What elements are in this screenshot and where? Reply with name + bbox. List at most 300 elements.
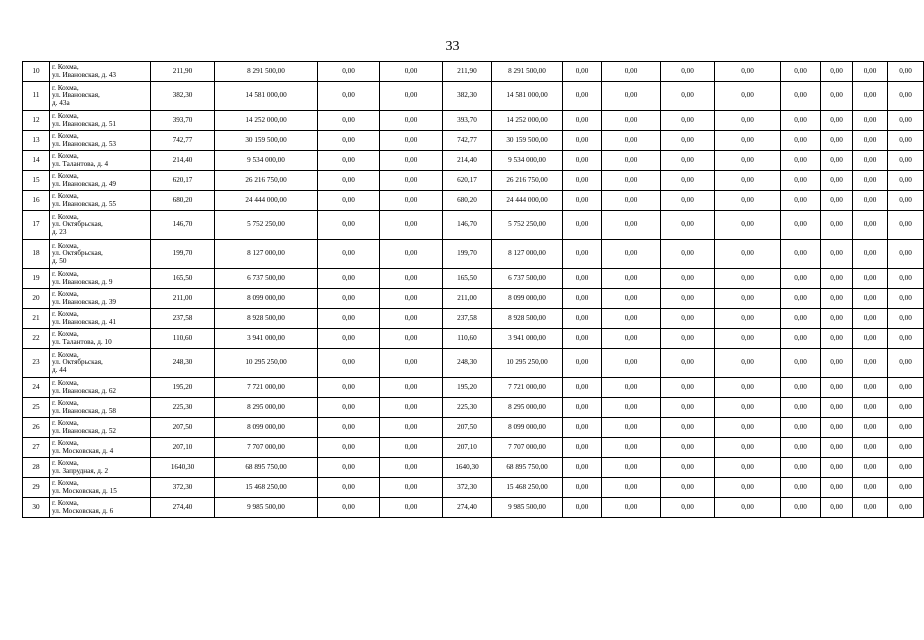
row-number-cell: 11	[23, 82, 50, 111]
zero-cell: 0,00	[602, 82, 661, 111]
zero-cell: 0,00	[888, 131, 924, 151]
zero-cell: 0,00	[602, 438, 661, 458]
row-number-cell: 30	[23, 498, 50, 518]
zero-cell: 0,00	[853, 458, 888, 478]
area-cell: 146,70	[443, 211, 492, 240]
zero-cell: 0,00	[602, 309, 661, 329]
zero-cell: 0,00	[318, 269, 380, 289]
address-line: ул. Ивановская, д. 9	[52, 277, 113, 286]
address-line: д. 43а	[52, 98, 70, 107]
zero-cell: 0,00	[563, 211, 602, 240]
zero-cell: 0,00	[821, 240, 853, 269]
zero-cell: 0,00	[318, 191, 380, 211]
address-cell	[50, 349, 151, 378]
zero-cell: 0,00	[380, 82, 443, 111]
zero-cell: 0,00	[821, 171, 853, 191]
address-line: д. 50	[52, 256, 67, 265]
zero-cell: 0,00	[602, 211, 661, 240]
address-line: ул. Октябрьская,	[52, 220, 103, 229]
address-line: ул. Ивановская, д. 52	[52, 426, 117, 435]
row-number-cell: 21	[23, 309, 50, 329]
zero-cell: 0,00	[318, 458, 380, 478]
sum-cell: 30 159 500,00	[215, 131, 318, 151]
sum-cell: 8 295 000,00	[492, 398, 563, 418]
sum-cell: 6 737 500,00	[215, 269, 318, 289]
zero-cell: 0,00	[602, 131, 661, 151]
zero-cell: 0,00	[781, 478, 821, 498]
zero-cell: 0,00	[781, 498, 821, 518]
area-cell: 372,30	[151, 478, 215, 498]
area-cell: 274,40	[151, 498, 215, 518]
zero-cell: 0,00	[715, 478, 781, 498]
address-line: г. Кохма,	[52, 498, 79, 507]
zero-cell: 0,00	[853, 151, 888, 171]
zero-cell: 0,00	[821, 498, 853, 518]
zero-cell: 0,00	[661, 398, 715, 418]
address-line: г. Кохма,	[52, 418, 79, 427]
area-cell: 207,50	[443, 418, 492, 438]
area-cell: 680,20	[151, 191, 215, 211]
address-line: г. Кохма,	[52, 212, 79, 221]
address-cell	[50, 171, 151, 191]
address-line: г. Кохма,	[52, 62, 79, 71]
zero-cell: 0,00	[563, 82, 602, 111]
zero-cell: 0,00	[888, 151, 924, 171]
sum-cell: 10 295 250,00	[492, 349, 563, 378]
zero-cell: 0,00	[821, 438, 853, 458]
zero-cell: 0,00	[602, 458, 661, 478]
area-cell: 237,58	[443, 309, 492, 329]
address-cell	[50, 458, 151, 478]
zero-cell: 0,00	[563, 111, 602, 131]
row-number-cell: 27	[23, 438, 50, 458]
zero-cell: 0,00	[563, 478, 602, 498]
zero-cell: 0,00	[715, 329, 781, 349]
sum-cell: 8 099 000,00	[492, 289, 563, 309]
address-cell	[50, 131, 151, 151]
sum-cell: 68 895 750,00	[215, 458, 318, 478]
zero-cell: 0,00	[563, 151, 602, 171]
area-cell: 199,70	[151, 240, 215, 269]
row-number-cell: 28	[23, 458, 50, 478]
sum-cell: 8 928 500,00	[492, 309, 563, 329]
zero-cell: 0,00	[853, 329, 888, 349]
row-number-cell: 14	[23, 151, 50, 171]
area-cell: 165,50	[443, 269, 492, 289]
area-cell: 214,40	[443, 151, 492, 171]
zero-cell: 0,00	[715, 131, 781, 151]
zero-cell: 0,00	[318, 62, 380, 82]
address-cell	[50, 418, 151, 438]
zero-cell: 0,00	[380, 498, 443, 518]
address-cell	[50, 211, 151, 240]
zero-cell: 0,00	[380, 329, 443, 349]
zero-cell: 0,00	[602, 478, 661, 498]
address-cell	[50, 240, 151, 269]
zero-cell: 0,00	[380, 438, 443, 458]
address-cell	[50, 309, 151, 329]
zero-cell: 0,00	[781, 398, 821, 418]
zero-cell: 0,00	[853, 498, 888, 518]
zero-cell: 0,00	[318, 289, 380, 309]
zero-cell: 0,00	[715, 498, 781, 518]
zero-cell: 0,00	[563, 240, 602, 269]
zero-cell: 0,00	[715, 349, 781, 378]
zero-cell: 0,00	[853, 398, 888, 418]
area-cell: 248,30	[151, 349, 215, 378]
area-cell: 742,77	[151, 131, 215, 151]
zero-cell: 0,00	[781, 151, 821, 171]
zero-cell: 0,00	[380, 151, 443, 171]
zero-cell: 0,00	[661, 349, 715, 378]
address-line: ул. Октябрьская,	[52, 249, 103, 258]
area-cell: 146,70	[151, 211, 215, 240]
address-line: ул. Московская, д. 15	[52, 486, 117, 495]
address-line: г. Кохма,	[52, 289, 79, 298]
table-row	[23, 309, 924, 329]
zero-cell: 0,00	[318, 418, 380, 438]
table-row	[23, 378, 924, 398]
zero-cell: 0,00	[781, 211, 821, 240]
zero-cell: 0,00	[563, 349, 602, 378]
address-cell	[50, 289, 151, 309]
sum-cell: 9 985 500,00	[492, 498, 563, 518]
table-row	[23, 211, 924, 240]
zero-cell: 0,00	[715, 62, 781, 82]
sum-cell: 3 941 000,00	[215, 329, 318, 349]
zero-cell: 0,00	[715, 82, 781, 111]
address-line: г. Кохма,	[52, 478, 79, 487]
row-number-cell: 29	[23, 478, 50, 498]
address-line: г. Кохма,	[52, 151, 79, 160]
row-number-cell: 24	[23, 378, 50, 398]
zero-cell: 0,00	[661, 191, 715, 211]
address-line: ул. Талантова, д. 10	[52, 337, 112, 346]
sum-cell: 8 099 000,00	[215, 289, 318, 309]
zero-cell: 0,00	[715, 269, 781, 289]
zero-cell: 0,00	[853, 62, 888, 82]
sum-cell: 8 127 000,00	[215, 240, 318, 269]
area-cell: 211,00	[151, 289, 215, 309]
address-line: г. Кохма,	[52, 398, 79, 407]
zero-cell: 0,00	[318, 111, 380, 131]
zero-cell: 0,00	[380, 240, 443, 269]
zero-cell: 0,00	[715, 211, 781, 240]
zero-cell: 0,00	[781, 111, 821, 131]
zero-cell: 0,00	[888, 62, 924, 82]
zero-cell: 0,00	[821, 111, 853, 131]
address-line: д. 44	[52, 365, 67, 374]
zero-cell: 0,00	[821, 269, 853, 289]
zero-cell: 0,00	[602, 191, 661, 211]
sum-cell: 9 534 000,00	[492, 151, 563, 171]
sum-cell: 8 099 000,00	[492, 418, 563, 438]
area-cell: 620,17	[443, 171, 492, 191]
zero-cell: 0,00	[563, 309, 602, 329]
address-line: г. Кохма,	[52, 438, 79, 447]
zero-cell: 0,00	[563, 498, 602, 518]
address-line: ул. Ивановская, д. 41	[52, 317, 117, 326]
zero-cell: 0,00	[380, 478, 443, 498]
address-line: г. Кохма,	[52, 241, 79, 250]
zero-cell: 0,00	[563, 418, 602, 438]
sum-cell: 30 159 500,00	[492, 131, 563, 151]
area-cell: 207,10	[151, 438, 215, 458]
table-row	[23, 151, 924, 171]
zero-cell: 0,00	[781, 378, 821, 398]
table-row	[23, 478, 924, 498]
zero-cell: 0,00	[318, 438, 380, 458]
zero-cell: 0,00	[821, 62, 853, 82]
zero-cell: 0,00	[853, 171, 888, 191]
sum-cell: 14 581 000,00	[215, 82, 318, 111]
sum-cell: 7 721 000,00	[215, 378, 318, 398]
area-cell: 382,30	[443, 82, 492, 111]
row-number-cell: 10	[23, 62, 50, 82]
sum-cell: 10 295 250,00	[215, 349, 318, 378]
table-row	[23, 240, 924, 269]
area-cell: 382,30	[151, 82, 215, 111]
address-line: г. Кохма,	[52, 309, 79, 318]
zero-cell: 0,00	[888, 309, 924, 329]
zero-cell: 0,00	[318, 82, 380, 111]
zero-cell: 0,00	[602, 240, 661, 269]
zero-cell: 0,00	[563, 171, 602, 191]
zero-cell: 0,00	[661, 269, 715, 289]
zero-cell: 0,00	[715, 289, 781, 309]
sum-cell: 7 707 000,00	[215, 438, 318, 458]
zero-cell: 0,00	[821, 82, 853, 111]
zero-cell: 0,00	[853, 309, 888, 329]
zero-cell: 0,00	[888, 458, 924, 478]
zero-cell: 0,00	[821, 191, 853, 211]
zero-cell: 0,00	[853, 289, 888, 309]
zero-cell: 0,00	[781, 82, 821, 111]
zero-cell: 0,00	[380, 191, 443, 211]
zero-cell: 0,00	[888, 240, 924, 269]
area-cell: 195,20	[151, 378, 215, 398]
sum-cell: 8 928 500,00	[215, 309, 318, 329]
zero-cell: 0,00	[888, 329, 924, 349]
zero-cell: 0,00	[602, 349, 661, 378]
zero-cell: 0,00	[661, 151, 715, 171]
zero-cell: 0,00	[888, 171, 924, 191]
zero-cell: 0,00	[781, 191, 821, 211]
zero-cell: 0,00	[602, 329, 661, 349]
zero-cell: 0,00	[821, 289, 853, 309]
sum-cell: 9 985 500,00	[215, 498, 318, 518]
address-line: г. Кохма,	[52, 131, 79, 140]
area-cell: 620,17	[151, 171, 215, 191]
address-line: ул. Московская, д. 6	[52, 506, 114, 515]
zero-cell: 0,00	[853, 111, 888, 131]
zero-cell: 0,00	[853, 478, 888, 498]
zero-cell: 0,00	[715, 458, 781, 478]
zero-cell: 0,00	[318, 309, 380, 329]
address-cell	[50, 151, 151, 171]
address-cell	[50, 111, 151, 131]
zero-cell: 0,00	[888, 398, 924, 418]
sum-cell: 8 291 500,00	[492, 62, 563, 82]
zero-cell: 0,00	[563, 398, 602, 418]
zero-cell: 0,00	[888, 478, 924, 498]
zero-cell: 0,00	[781, 289, 821, 309]
table-row	[23, 498, 924, 518]
area-cell: 165,50	[151, 269, 215, 289]
zero-cell: 0,00	[602, 418, 661, 438]
sum-cell: 14 252 000,00	[215, 111, 318, 131]
zero-cell: 0,00	[318, 478, 380, 498]
table-row	[23, 329, 924, 349]
zero-cell: 0,00	[563, 378, 602, 398]
sum-cell: 15 468 250,00	[492, 478, 563, 498]
area-cell: 195,20	[443, 378, 492, 398]
zero-cell: 0,00	[661, 171, 715, 191]
zero-cell: 0,00	[781, 131, 821, 151]
zero-cell: 0,00	[380, 171, 443, 191]
zero-cell: 0,00	[715, 398, 781, 418]
area-cell: 225,30	[151, 398, 215, 418]
zero-cell: 0,00	[781, 240, 821, 269]
area-cell: 211,00	[443, 289, 492, 309]
zero-cell: 0,00	[563, 289, 602, 309]
zero-cell: 0,00	[563, 329, 602, 349]
zero-cell: 0,00	[888, 349, 924, 378]
address-cell	[50, 82, 151, 111]
zero-cell: 0,00	[318, 151, 380, 171]
zero-cell: 0,00	[715, 240, 781, 269]
row-number-cell: 20	[23, 289, 50, 309]
area-cell: 393,70	[443, 111, 492, 131]
zero-cell: 0,00	[380, 398, 443, 418]
zero-cell: 0,00	[821, 211, 853, 240]
area-cell: 680,20	[443, 191, 492, 211]
address-line: ул. Ивановская, д. 51	[52, 119, 117, 128]
zero-cell: 0,00	[563, 62, 602, 82]
zero-cell: 0,00	[318, 131, 380, 151]
zero-cell: 0,00	[715, 438, 781, 458]
zero-cell: 0,00	[888, 438, 924, 458]
zero-cell: 0,00	[380, 111, 443, 131]
zero-cell: 0,00	[318, 329, 380, 349]
row-number-cell: 22	[23, 329, 50, 349]
table-row	[23, 191, 924, 211]
zero-cell: 0,00	[318, 498, 380, 518]
zero-cell: 0,00	[318, 378, 380, 398]
area-cell: 1640,30	[151, 458, 215, 478]
address-line: ул. Ивановская, д. 55	[52, 199, 117, 208]
address-cell	[50, 498, 151, 518]
row-number-cell: 17	[23, 211, 50, 240]
zero-cell: 0,00	[781, 458, 821, 478]
sum-cell: 3 941 000,00	[492, 329, 563, 349]
zero-cell: 0,00	[715, 191, 781, 211]
table-row	[23, 289, 924, 309]
zero-cell: 0,00	[888, 289, 924, 309]
zero-cell: 0,00	[821, 349, 853, 378]
zero-cell: 0,00	[888, 269, 924, 289]
table-row	[23, 131, 924, 151]
address-line: г. Кохма,	[52, 458, 79, 467]
zero-cell: 0,00	[563, 269, 602, 289]
table-row	[23, 438, 924, 458]
zero-cell: 0,00	[853, 240, 888, 269]
page-number: 33	[445, 39, 460, 54]
sum-cell: 24 444 000,00	[215, 191, 318, 211]
sum-cell: 5 752 250,00	[492, 211, 563, 240]
table-row	[23, 82, 924, 111]
sum-cell: 8 291 500,00	[215, 62, 318, 82]
zero-cell: 0,00	[602, 171, 661, 191]
row-number-cell: 25	[23, 398, 50, 418]
address-line: г. Кохма,	[52, 171, 79, 180]
table-row	[23, 398, 924, 418]
area-cell: 211,90	[443, 62, 492, 82]
area-cell: 237,58	[151, 309, 215, 329]
zero-cell: 0,00	[781, 329, 821, 349]
zero-cell: 0,00	[821, 378, 853, 398]
row-number-cell: 26	[23, 418, 50, 438]
address-line: ул. Ивановская, д. 49	[52, 179, 117, 188]
address-cell	[50, 398, 151, 418]
zero-cell: 0,00	[602, 498, 661, 518]
table-row	[23, 171, 924, 191]
zero-cell: 0,00	[888, 82, 924, 111]
address-line: ул. Московская, д. 4	[52, 446, 114, 455]
zero-cell: 0,00	[781, 171, 821, 191]
table-row	[23, 458, 924, 478]
address-line: ул. Октябрьская,	[52, 358, 103, 367]
row-number-cell: 18	[23, 240, 50, 269]
address-line: г. Кохма,	[52, 350, 79, 359]
address-line: д. 23	[52, 227, 67, 236]
sum-cell: 5 752 250,00	[215, 211, 318, 240]
table-row	[23, 62, 924, 82]
zero-cell: 0,00	[661, 329, 715, 349]
zero-cell: 0,00	[380, 131, 443, 151]
address-line: ул. Ивановская, д. 53	[52, 139, 117, 148]
address-line: ул. Запрудная, д. 2	[52, 466, 109, 475]
area-cell: 225,30	[443, 398, 492, 418]
address-line: г. Кохма,	[52, 329, 79, 338]
zero-cell: 0,00	[380, 211, 443, 240]
zero-cell: 0,00	[853, 378, 888, 398]
row-number-cell: 19	[23, 269, 50, 289]
table-row	[23, 418, 924, 438]
address-cell	[50, 62, 151, 82]
zero-cell: 0,00	[602, 62, 661, 82]
sum-cell: 7 707 000,00	[492, 438, 563, 458]
address-line: г. Кохма,	[52, 83, 79, 92]
zero-cell: 0,00	[661, 82, 715, 111]
sum-cell: 15 468 250,00	[215, 478, 318, 498]
table-row	[23, 269, 924, 289]
sum-cell: 14 252 000,00	[492, 111, 563, 131]
sum-cell: 7 721 000,00	[492, 378, 563, 398]
address-line: ул. Ивановская, д. 39	[52, 297, 117, 306]
zero-cell: 0,00	[821, 151, 853, 171]
zero-cell: 0,00	[821, 458, 853, 478]
area-cell: 372,30	[443, 478, 492, 498]
area-cell: 207,10	[443, 438, 492, 458]
zero-cell: 0,00	[563, 438, 602, 458]
zero-cell: 0,00	[888, 418, 924, 438]
area-cell: 274,40	[443, 498, 492, 518]
zero-cell: 0,00	[602, 398, 661, 418]
data-table	[22, 61, 924, 518]
zero-cell: 0,00	[602, 378, 661, 398]
zero-cell: 0,00	[661, 309, 715, 329]
